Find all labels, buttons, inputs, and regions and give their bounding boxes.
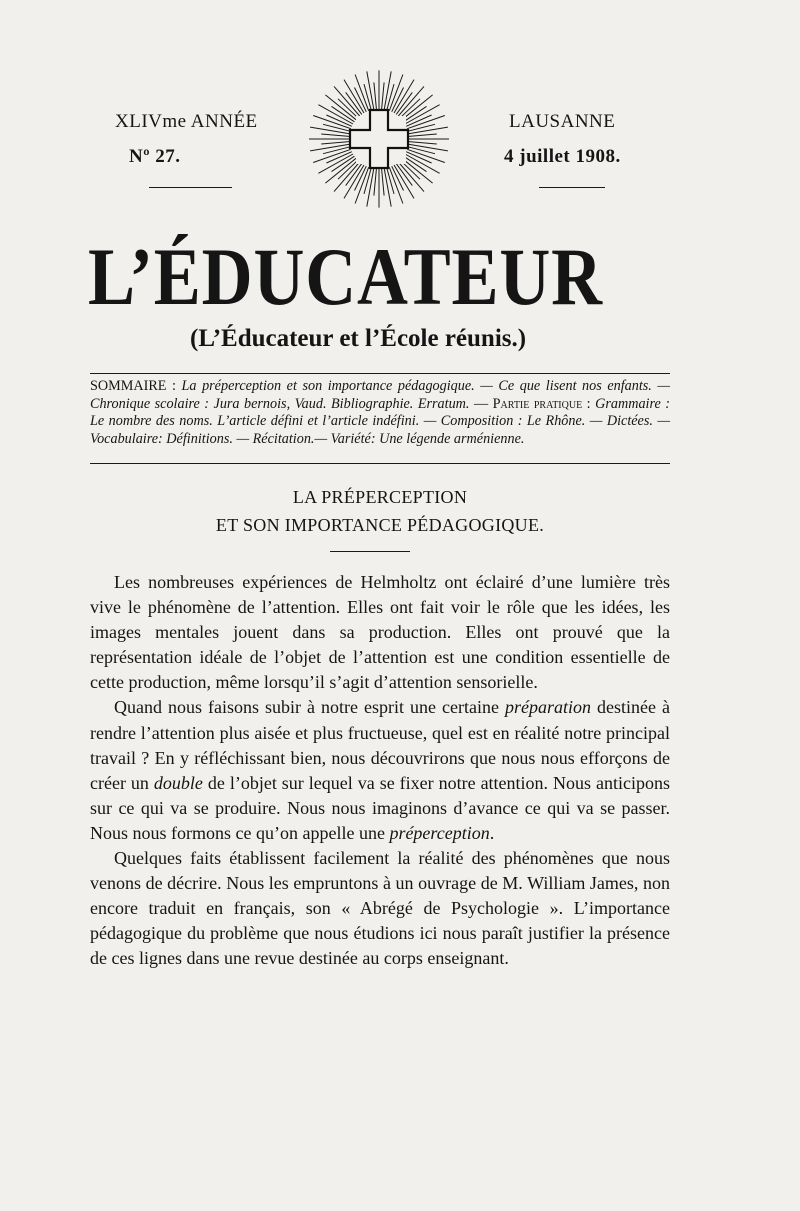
sommaire-practical-items: Grammaire : Le nombre des noms. L’article défini et l’article indéfini. — Composition : Le Rhône. — Dictées. — Vocabulaire: Définitions. — Récitation.— Variété: Une légende arménienne.: [90, 395, 670, 447]
sunburst-ray: [325, 158, 356, 183]
sunburst-ray: [409, 127, 448, 134]
article-title-line-1: LA PRÉPERCEPTION: [292, 487, 468, 507]
sunburst-ray: [367, 169, 374, 207]
sunburst-ray: [382, 82, 385, 109]
sommaire-label: SOMMAIRE :: [90, 378, 176, 394]
article-title-rule: [330, 551, 410, 552]
paragraph-3: Quelques faits établissent facilement la réalité des phénomènes que nous venons de décrire. Nous les empruntons à un ouvrage de M. William James, non encore traduit en français, son « Abrégé de Psychologie ». L’importance pédagogique du problème que nous étudions ici nous paraît justifier la présence de ces lignes dans une revue destinée au corps enseignant.: [90, 848, 670, 969]
sunburst-ray: [402, 95, 433, 120]
sommaire-general-items: La préperception et son importance pédagogique. — Ce que lisent nos enfants. — Chronique scolaire : Jura bernois, Vaud. Bibliographie. Erratum.: [90, 378, 671, 412]
paragraph-2-text-b: destinée à rendre l’attention plus aisée et plus fructueuse, quel est en réalité notre principal travail ? En y réfléchissant bien, nous découvrirons que nous nous efforçons de créer un: [90, 697, 670, 793]
paragraph-2-text-d: .: [489, 822, 495, 843]
paragraph-1: Les nombreuses expériences de Helmholtz ont éclairé d’une lumière très vive le phénomène de l’attention. Elles ont fait voir le rôle que les idées, les images mentales jouent dans sa production. Elles ont prouvé que la représentation idéale de l’objet de l’attention est une condition essentielle de cette production, même lorsqu’il s’agit d’attention sensorielle.: [90, 572, 670, 693]
city-label: LAUSANNE: [509, 111, 616, 132]
journal-subtitle: (L’Éducateur et l’École réunis.): [190, 325, 527, 352]
swiss-cross-sunburst-icon: [303, 68, 453, 210]
paragraph-2: [90, 695, 670, 846]
sunburst-ray: [402, 158, 433, 183]
paragraph-2-text-a: Quand nous faisons subir à notre esprit une certaine: [114, 697, 505, 718]
article-title-line-2: ET SON IMPORTANCE PÉDAGOGIQUE.: [215, 515, 545, 535]
paragraph-2-text-c: de l’objet sur lequel va se fixer notre attention. Nous anticipons sur ce qui va se produire. Nous nous imaginons d’avance ce qui va se passer. Nous nous formons ce qu’on appelle une: [90, 772, 670, 843]
sommaire-top-rule: [90, 373, 670, 374]
sunburst-ray: [374, 82, 377, 109]
year-label: XLIVme ANNÉE: [115, 111, 258, 132]
issue-date: 4 juillet 1908.: [504, 146, 621, 167]
sommaire: [90, 378, 670, 448]
sunburst-ray: [409, 144, 448, 151]
term-double: double: [153, 772, 203, 793]
issue-number: Nº 27.: [129, 146, 181, 167]
sunburst-ray: [382, 169, 385, 196]
header-left-rule: [149, 187, 232, 188]
journal-title: L’ÉDUCATEUR: [88, 231, 603, 322]
sommaire-partie-label: Partie pratique: [492, 395, 583, 412]
sunburst-ray: [384, 71, 391, 109]
sunburst-ray: [409, 142, 437, 144]
sunburst-ray: [409, 134, 437, 136]
term-preperception: préperception: [389, 822, 490, 843]
sunburst-ray: [325, 95, 356, 120]
header-right-rule: [539, 187, 605, 188]
sunburst-ray: [384, 169, 391, 207]
sommaire-bottom-rule: [90, 463, 670, 464]
article-body: [90, 570, 670, 972]
sunburst-ray: [374, 169, 377, 196]
term-preparation: préparation: [504, 697, 591, 718]
sunburst-ray: [367, 71, 374, 109]
sunburst-ray: [321, 142, 349, 144]
sunburst-ray: [310, 144, 349, 151]
sommaire-colon: :: [582, 395, 596, 412]
sunburst-ray: [310, 127, 349, 134]
sommaire-dash: —: [469, 395, 493, 412]
sunburst-ray: [321, 134, 349, 136]
